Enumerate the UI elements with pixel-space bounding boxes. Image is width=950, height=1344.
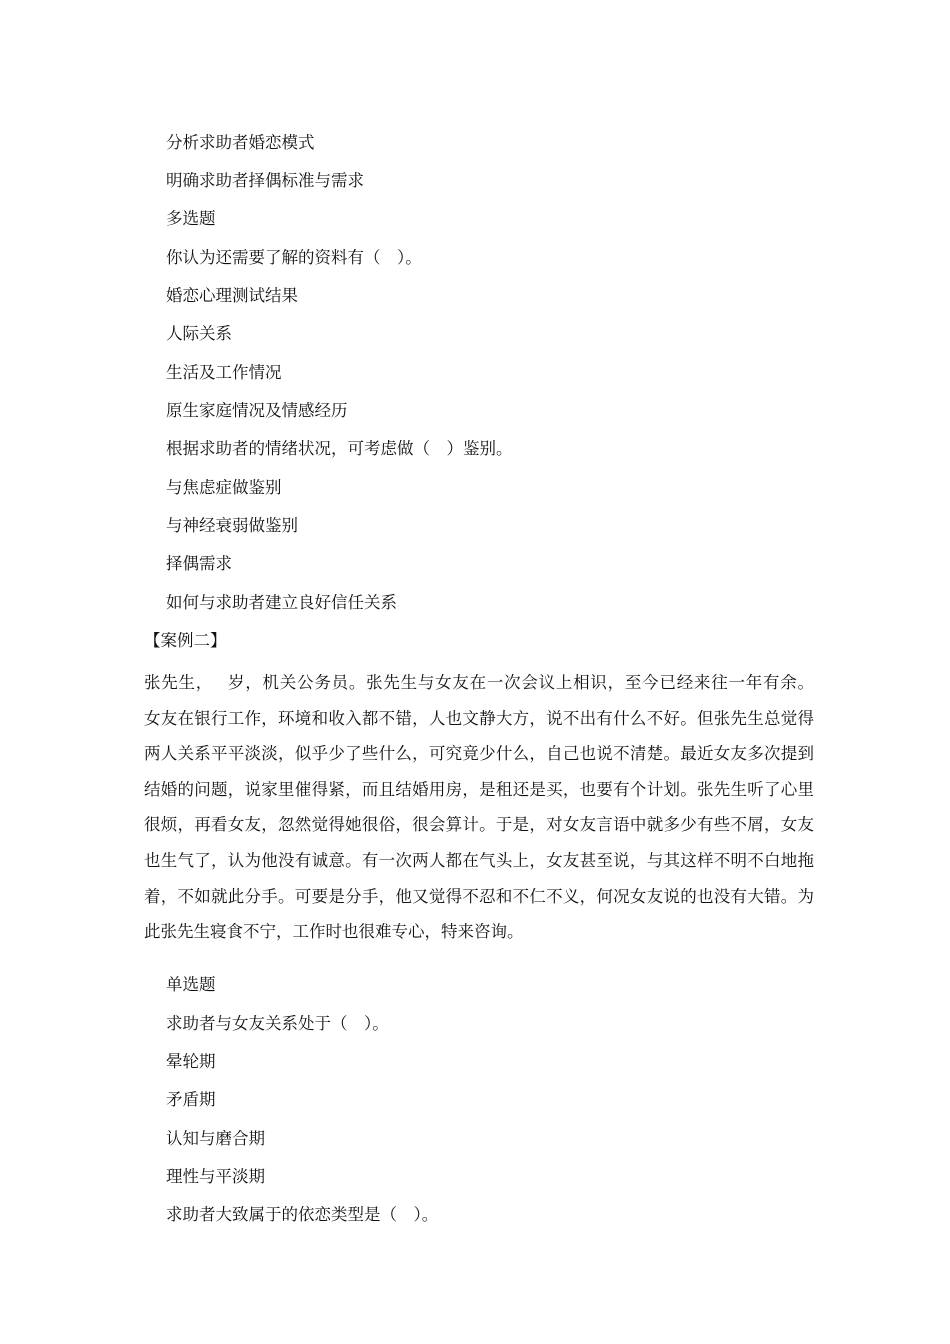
paragraph-line: 也生气了，认为他没有诚意。有一次两人都在气头上，女友甚至说，与其这样不明不白地拖: [144, 850, 814, 870]
question-relationship-stage: 求助者与女友关系处于（ ）。: [166, 1014, 389, 1033]
option-neurasthenia: 与神经衰弱做鉴别: [166, 516, 298, 535]
option-relationships: 人际关系: [166, 324, 232, 343]
item-clarify-criteria: 明确求助者择偶标准与需求: [166, 171, 364, 190]
paragraph-line: 两人关系平平淡淡，似乎少了些什么，可究竟少什么，自己也说不清楚。最近女友多次提到: [144, 744, 814, 764]
option-family-history: 原生家庭情况及情感经历: [166, 401, 348, 420]
question-type-multi: 多选题: [166, 209, 216, 228]
item-mate-needs: 择偶需求: [166, 554, 232, 573]
option-cognition: 认知与磨合期: [166, 1129, 265, 1148]
option-rational: 理性与平淡期: [166, 1167, 265, 1186]
item-analyze-pattern: 分析求助者婚恋模式: [166, 133, 315, 152]
question-differential: 根据求助者的情绪状况，可考虑做（ ）鉴别。: [166, 439, 513, 458]
paragraph-line: 结婚的问题，说家里催得紧，而且结婚用房，是租还是买，也要有个计划。张先生听了心里: [144, 779, 814, 799]
question-attachment-type: 求助者大致属于的依恋类型是（ ）。: [166, 1205, 439, 1224]
case-heading: 【案例二】: [144, 631, 227, 650]
option-life-work: 生活及工作情况: [166, 363, 282, 382]
item-build-trust: 如何与求助者建立良好信任关系: [166, 593, 397, 612]
option-anxiety: 与焦虑症做鉴别: [166, 478, 282, 497]
paragraph-line: 很烦，再看女友，忽然觉得她很俗，很会算计。于是，对女友言语中就多少有些不屑，女友: [144, 815, 814, 835]
paragraph-line: 着，不如就此分手。可要是分手，他又觉得不忍和不仁不义，何况女友说的也没有大错。为: [144, 886, 814, 906]
option-conflict: 矛盾期: [166, 1090, 216, 1109]
case-paragraph: [144, 665, 814, 950]
option-halo: 晕轮期: [166, 1052, 216, 1071]
question-type-single: 单选题: [166, 975, 216, 994]
question-more-info: 你认为还需要了解的资料有（ ）。: [166, 248, 422, 267]
option-test-results: 婚恋心理测试结果: [166, 286, 298, 305]
paragraph-line: 此张先生寝食不宁，工作时也很难专心，特来咨询。: [144, 922, 524, 942]
paragraph-line: 张先生， 岁，机关公务员。张先生与女友在一次会议上相识，至今已经来往一年有余。: [144, 673, 814, 692]
paragraph-line: 女友在银行工作，环境和收入都不错，人也文静大方，说不出有什么不好。但张先生总觉得: [144, 708, 814, 728]
